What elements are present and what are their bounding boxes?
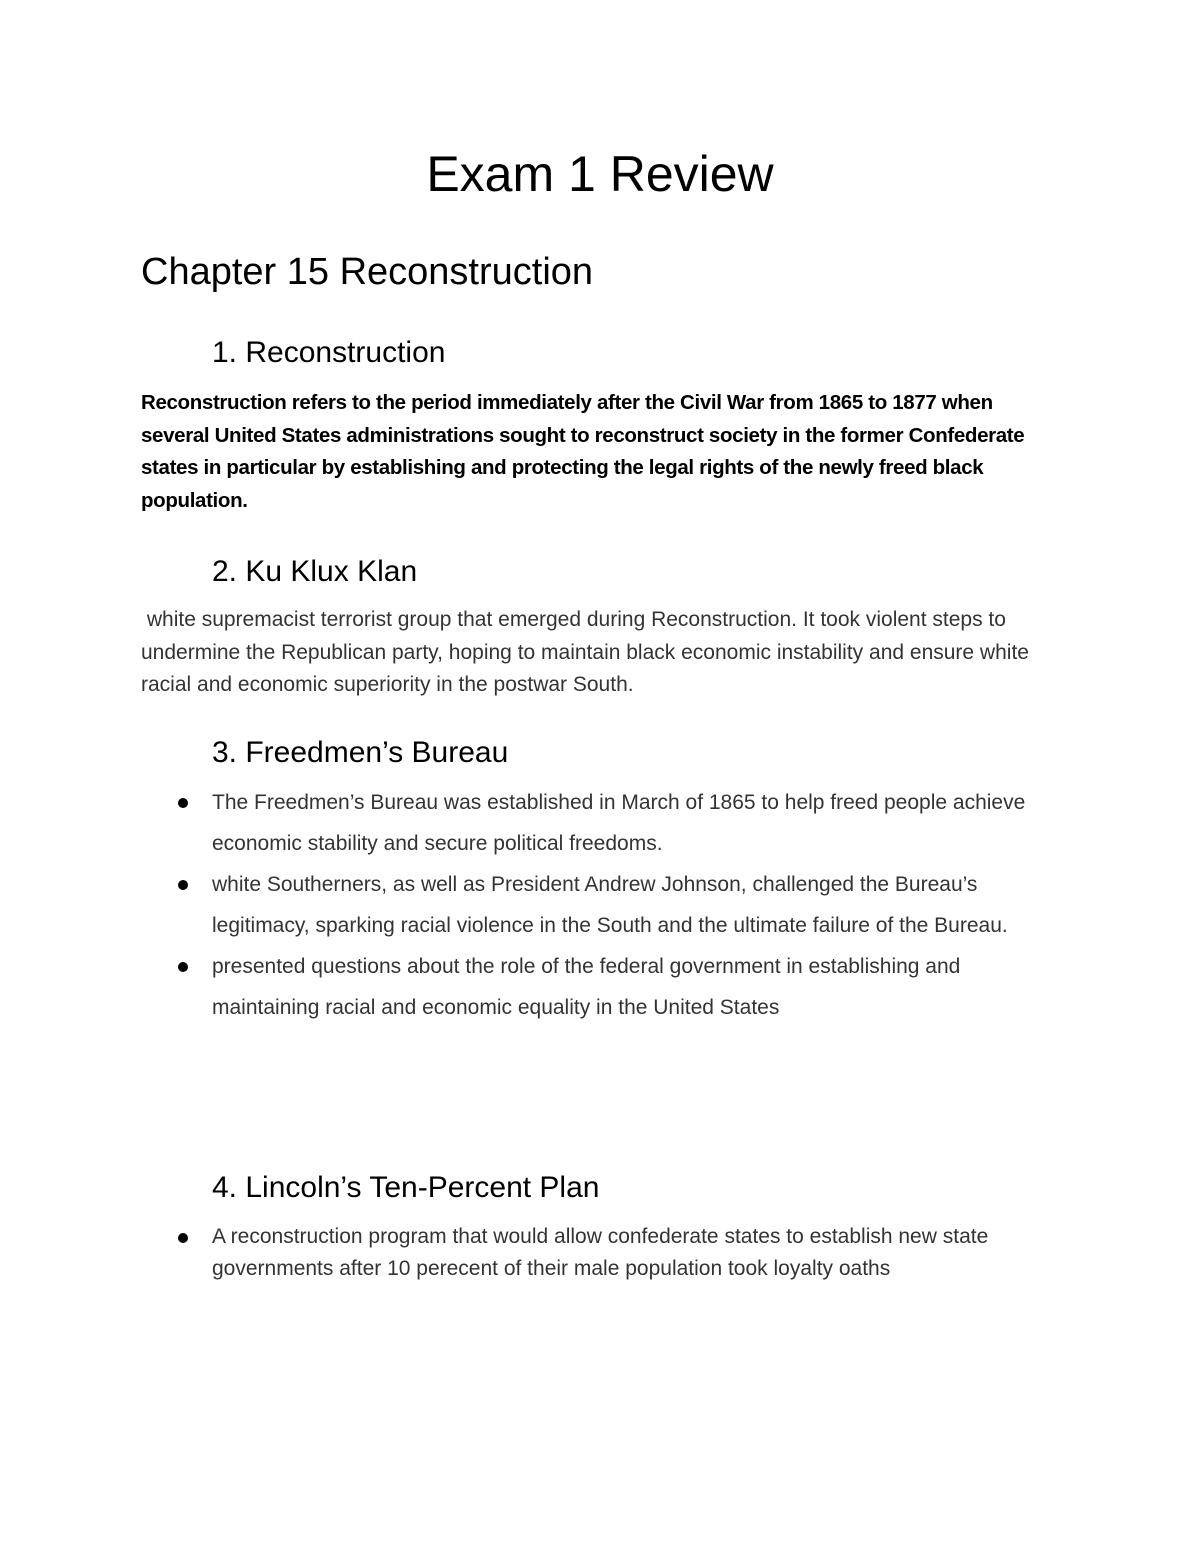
bullet-icon [178, 1233, 188, 1243]
section-heading-ten-percent-plan: 4. Lincoln’s Ten-Percent Plan [212, 1171, 600, 1204]
section-paragraph-reconstruction: Reconstruction refers to the period immediately after the Civil War from 1865 to 1877 when several United States administrations sought to reconstruct society in the former Confederate states in particular by establishing and protecting the legal rights of the newly freed black population. [141, 391, 1025, 512]
list-item [212, 782, 1072, 864]
section-heading-ku-klux-klan: 2. Ku Klux Klan [212, 555, 418, 588]
list-item-text: white Southerners, as well as President Andrew Johnson, challenged the Bureau’s legitimacy, sparking racial violence in the South and the ultimate failure of the Bureau. [212, 873, 1008, 937]
list-item [212, 946, 1072, 1028]
chapter-heading: Chapter 15 Reconstruction [141, 251, 594, 293]
document-title: Exam 1 Review [426, 146, 774, 202]
list-item-text: The Freedmen’s Bureau was established in March of 1865 to help freed people achieve economic stability and secure political freedoms. [212, 791, 1026, 855]
ten-percent-plan-bullet-list [212, 1221, 1072, 1285]
section-paragraph-ku-klux-klan: white supremacist terrorist group that emerged during Reconstruction. It took violent steps to undermine the Republican party, hoping to maintain black economic instability and ensure white racial and economic superiority in the postwar South. [141, 608, 1035, 696]
list-item-text: presented questions about the role of the federal government in establishing and maintaining racial and economic equality in the United States [212, 955, 961, 1019]
bullet-icon [178, 962, 188, 972]
bullet-icon [178, 880, 188, 890]
bullet-icon [178, 798, 188, 808]
list-item-text: A reconstruction program that would allow confederate states to establish new state governments after 10 perecent of their male population took loyalty oaths [212, 1225, 989, 1280]
freedmens-bureau-bullet-list [212, 782, 1072, 1028]
list-item [212, 1221, 1072, 1285]
section-heading-reconstruction: 1. Reconstruction [212, 336, 446, 369]
list-item [212, 864, 1072, 946]
section-heading-freedmens-bureau: 3. Freedmen’s Bureau [212, 736, 509, 769]
